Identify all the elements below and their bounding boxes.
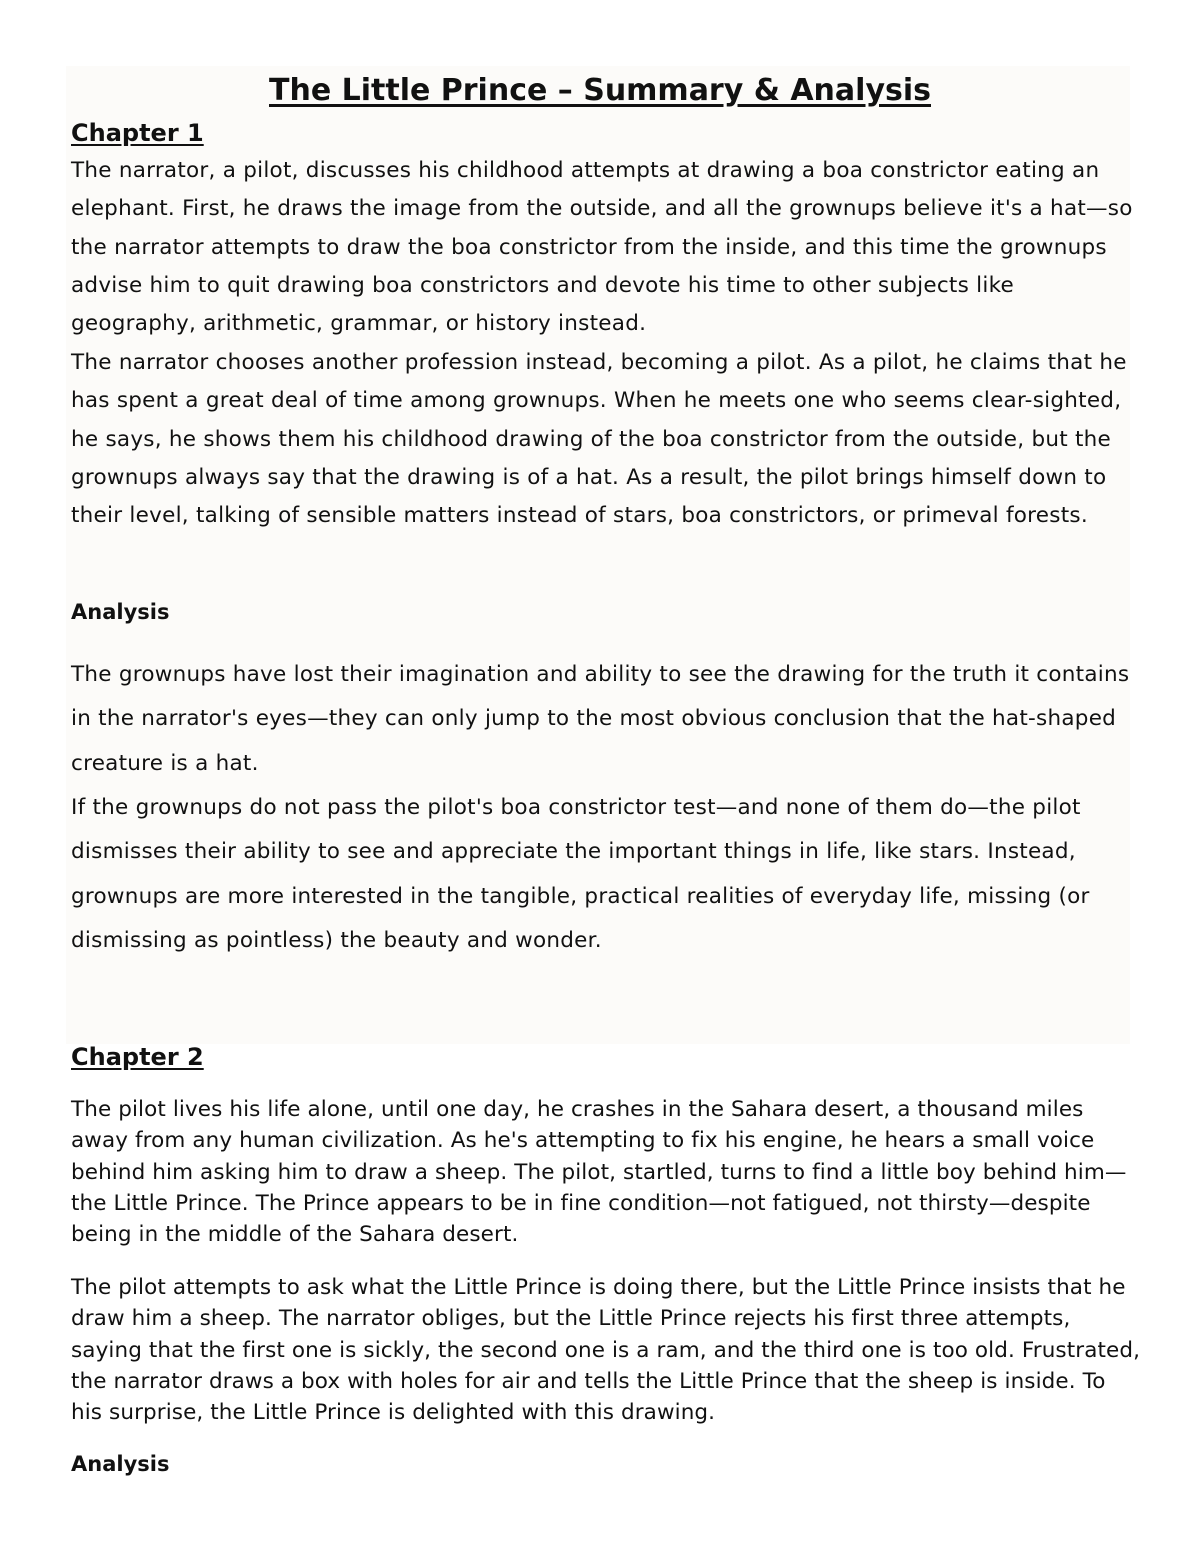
chapter1-summary-paragraph-1: The narrator, a pilot, discusses his childhood attempts at drawing a boa constrictor eating an elephant. First, he draws the image from the outside, and all the grownups believe it's a hat—so the narrator attempts to draw the boa constrictor from the inside, and this time the grownups advise him to quit drawing boa constrictors and devote his time to other subjects like geography, arithmetic, grammar, or history instead. bbox=[71, 158, 1133, 337]
chapter2-summary-paragraph-1: The pilot lives his life alone, until one day, he crashes in the Sahara desert, a thousand miles away from any human civilization. As he's attempting to fix his engine, he hears a small voice behind him asking him to draw a sheep. The pilot, startled, turns to find a little boy behind him—the Little Prince. The Prince appears to be in fine condition—not fatigued, not thirsty—despite being in the middle of the Sahara desert. bbox=[71, 1097, 1127, 1248]
chapter1-heading: Chapter 1 bbox=[71, 119, 204, 147]
chapter1-summary-paragraph-2: The narrator chooses another profession instead, becoming a pilot. As a pilot, he claims that he has spent a great deal of time among grownups. When he meets one who seems clear-sighted, he says, he shows them his childhood drawing of the boa constrictor from the outside, but the grownups always say that the drawing is of a hat. As a result, the pilot brings himself down to their level, talking of sensible matters instead of stars, boa constrictors, or primeval forests. bbox=[71, 350, 1127, 529]
chapter2-analysis-label: Analysis bbox=[71, 1452, 170, 1476]
chapter1-analysis-paragraph-2: If the grownups do not pass the pilot's boa constrictor test—and none of them do—the pilot dismisses their ability to see and appreciate the important things in life, like stars. Instead, grownups are more interested in the tangible, practical realities of everyday life, missing (or dismissing as pointless) the beauty and wonder. bbox=[71, 795, 1090, 953]
document-title: The Little Prince – Summary & Analysis bbox=[269, 73, 931, 108]
chapter2-heading: Chapter 2 bbox=[71, 1043, 204, 1071]
chapter1-analysis-label: Analysis bbox=[71, 600, 170, 624]
chapter1-analysis-paragraph-1: The grownups have lost their imagination and ability to see the drawing for the truth it contains in the narrator's eyes—they can only jump to the most obvious conclusion that the hat-shaped creature is a hat. bbox=[71, 662, 1130, 776]
chapter2-summary-paragraph-2: The pilot attempts to ask what the Little Prince is doing there, but the Little Prince insists that he draw him a sheep. The narrator obliges, but the Little Prince rejects his first three attempts, saying that the first one is sickly, the second one is a ram, and the third one is too old. Frustrated, the narrator draws a box with holes for air and tells the Little Prince that the sheep is inside. To his surprise, the Little Prince is delighted with this drawing. bbox=[71, 1275, 1141, 1426]
